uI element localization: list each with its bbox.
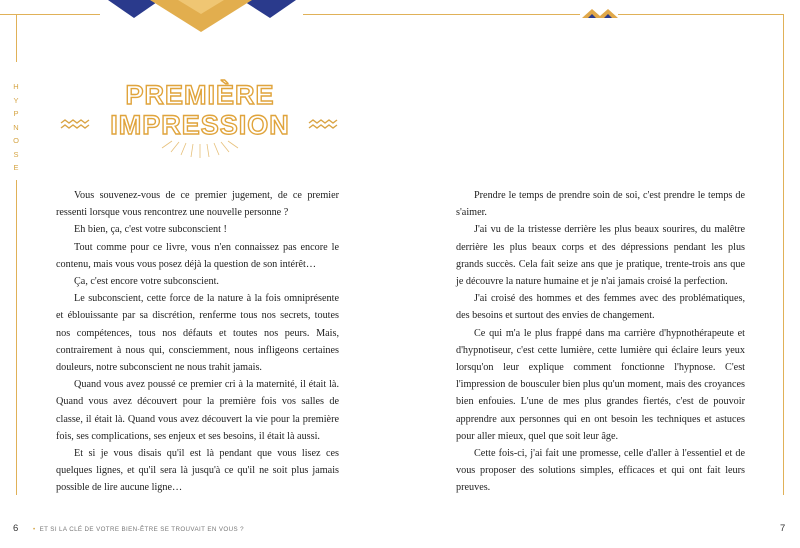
- left-body-text: [56, 187, 339, 497]
- chapter-title: [60, 80, 340, 140]
- triangle-banner-icon: [100, 0, 303, 32]
- right-body-text: [456, 187, 745, 497]
- frame-line: [783, 14, 784, 495]
- frame-line: [618, 14, 784, 15]
- running-title: • ET SI LA CLÉ DE VOTRE BIEN-ÊTRE SE TROUVAIT EN VOUS ?: [33, 526, 244, 533]
- paragraph: J'ai croisé des hommes et des femmes avec des problématiques, des besoins et surtout des envies de changement.: [456, 293, 745, 322]
- title-line-1: PREMIÈRE: [125, 80, 275, 110]
- page-number: 7: [780, 523, 786, 534]
- paragraph: Quand vous avez poussé ce premier cri à la maternité, il était là. Quand vous avez découvert pour la première fois vos salles de classe, il était là. Quand vous avez découvert la vie pour la première fois, ses complications, ses enjeux et ses besoins, il était là aussi.: [56, 379, 339, 442]
- sun-rays-icon: [155, 138, 245, 160]
- frame-line: [400, 14, 580, 15]
- side-label-letter: O: [13, 136, 19, 145]
- paragraph: Tout comme pour ce livre, vous n'en connaissez pas encore le contenu, mais vous vous posez déjà la question de son intérêt…: [56, 241, 339, 270]
- side-label-letter: H: [13, 82, 19, 91]
- paragraph: Ce qui m'a le plus frappé dans ma carrière d'hypnothérapeute et d'hypnotiseur, c'est cette lumière, cette lumière qui éclaire leurs yeux lorsqu'on leur explique comment fonctionne l'hypnose. C'est l'impression de bousculer bien plus qu'un moment, mais des croyances bien enfouies. L'une de mes plus grandes fiertés, c'est de pouvoir apprendre aux personnes qui en ont besoin les techniques et astuces pour aller mieux, quel que soit leur âge.: [456, 327, 745, 442]
- paragraph: Le subconscient, cette force de la nature à la fois omniprésente et éblouissante par sa discrétion, renferme tous nos secrets, toutes nos compétences, tous nos défauts et toutes nos peurs. Mais, contrairement à nous qui, consciemment, nous infligeons certaines douleurs, notre subconscient ne nous trahit jamais.: [56, 293, 339, 374]
- frame-line: [16, 14, 17, 62]
- paragraph: Et si je vous disais qu'il est là pendant que vous lisez ces quelques lignes, et qu'il sera là jusqu'à ce qu'il ne soit plus jamais possible de lire aucune ligne…: [56, 448, 339, 494]
- side-label-letter: Y: [13, 95, 19, 105]
- title-line-2: IMPRESSION: [110, 110, 290, 140]
- right-page: [400, 0, 800, 548]
- frame-line: [303, 14, 400, 15]
- paragraph: Eh bien, ça, c'est votre subconscient !: [74, 224, 227, 236]
- paragraph: Ça, c'est encore votre subconscient.: [74, 276, 219, 288]
- page-number: 6: [13, 523, 19, 534]
- side-label-letter: P: [13, 109, 19, 118]
- frame-line: [8, 14, 17, 15]
- side-label-letter: N: [13, 122, 19, 132]
- paragraph: Vous souvenez-vous de ce premier jugement, de ce premier ressenti lorsque vous rencontrez une nouvelle personne ?: [56, 190, 339, 219]
- running-title-text: ET SI LA CLÉ DE VOTRE BIEN-ÊTRE SE TROUVAIT EN VOUS ?: [39, 526, 244, 533]
- side-label: [9, 80, 23, 175]
- side-label-letter: E: [13, 163, 19, 172]
- paragraph: Prendre le temps de prendre soin de soi, c'est prendre le temps de s'aimer.: [456, 190, 745, 219]
- paragraph: Cette fois-ci, j'ai fait une promesse, celle d'aller à l'essentiel et de vous proposer des solutions simples, efficaces et qui ont fait leurs preuves.: [456, 448, 745, 494]
- side-label-letter: S: [13, 149, 19, 159]
- paragraph: J'ai vu de la tristesse derrière les plus beaux sourires, du malêtre derrière les plus beaux corps et des dépressions pendant les plus grands succès. Cela fait seize ans que je pratique, trente-trois ans que je découvre la nature humaine et je n'ai jamais croisé la perfection.: [456, 224, 745, 288]
- frame-line: [16, 180, 17, 495]
- mountain-ornament-icon: [578, 6, 622, 20]
